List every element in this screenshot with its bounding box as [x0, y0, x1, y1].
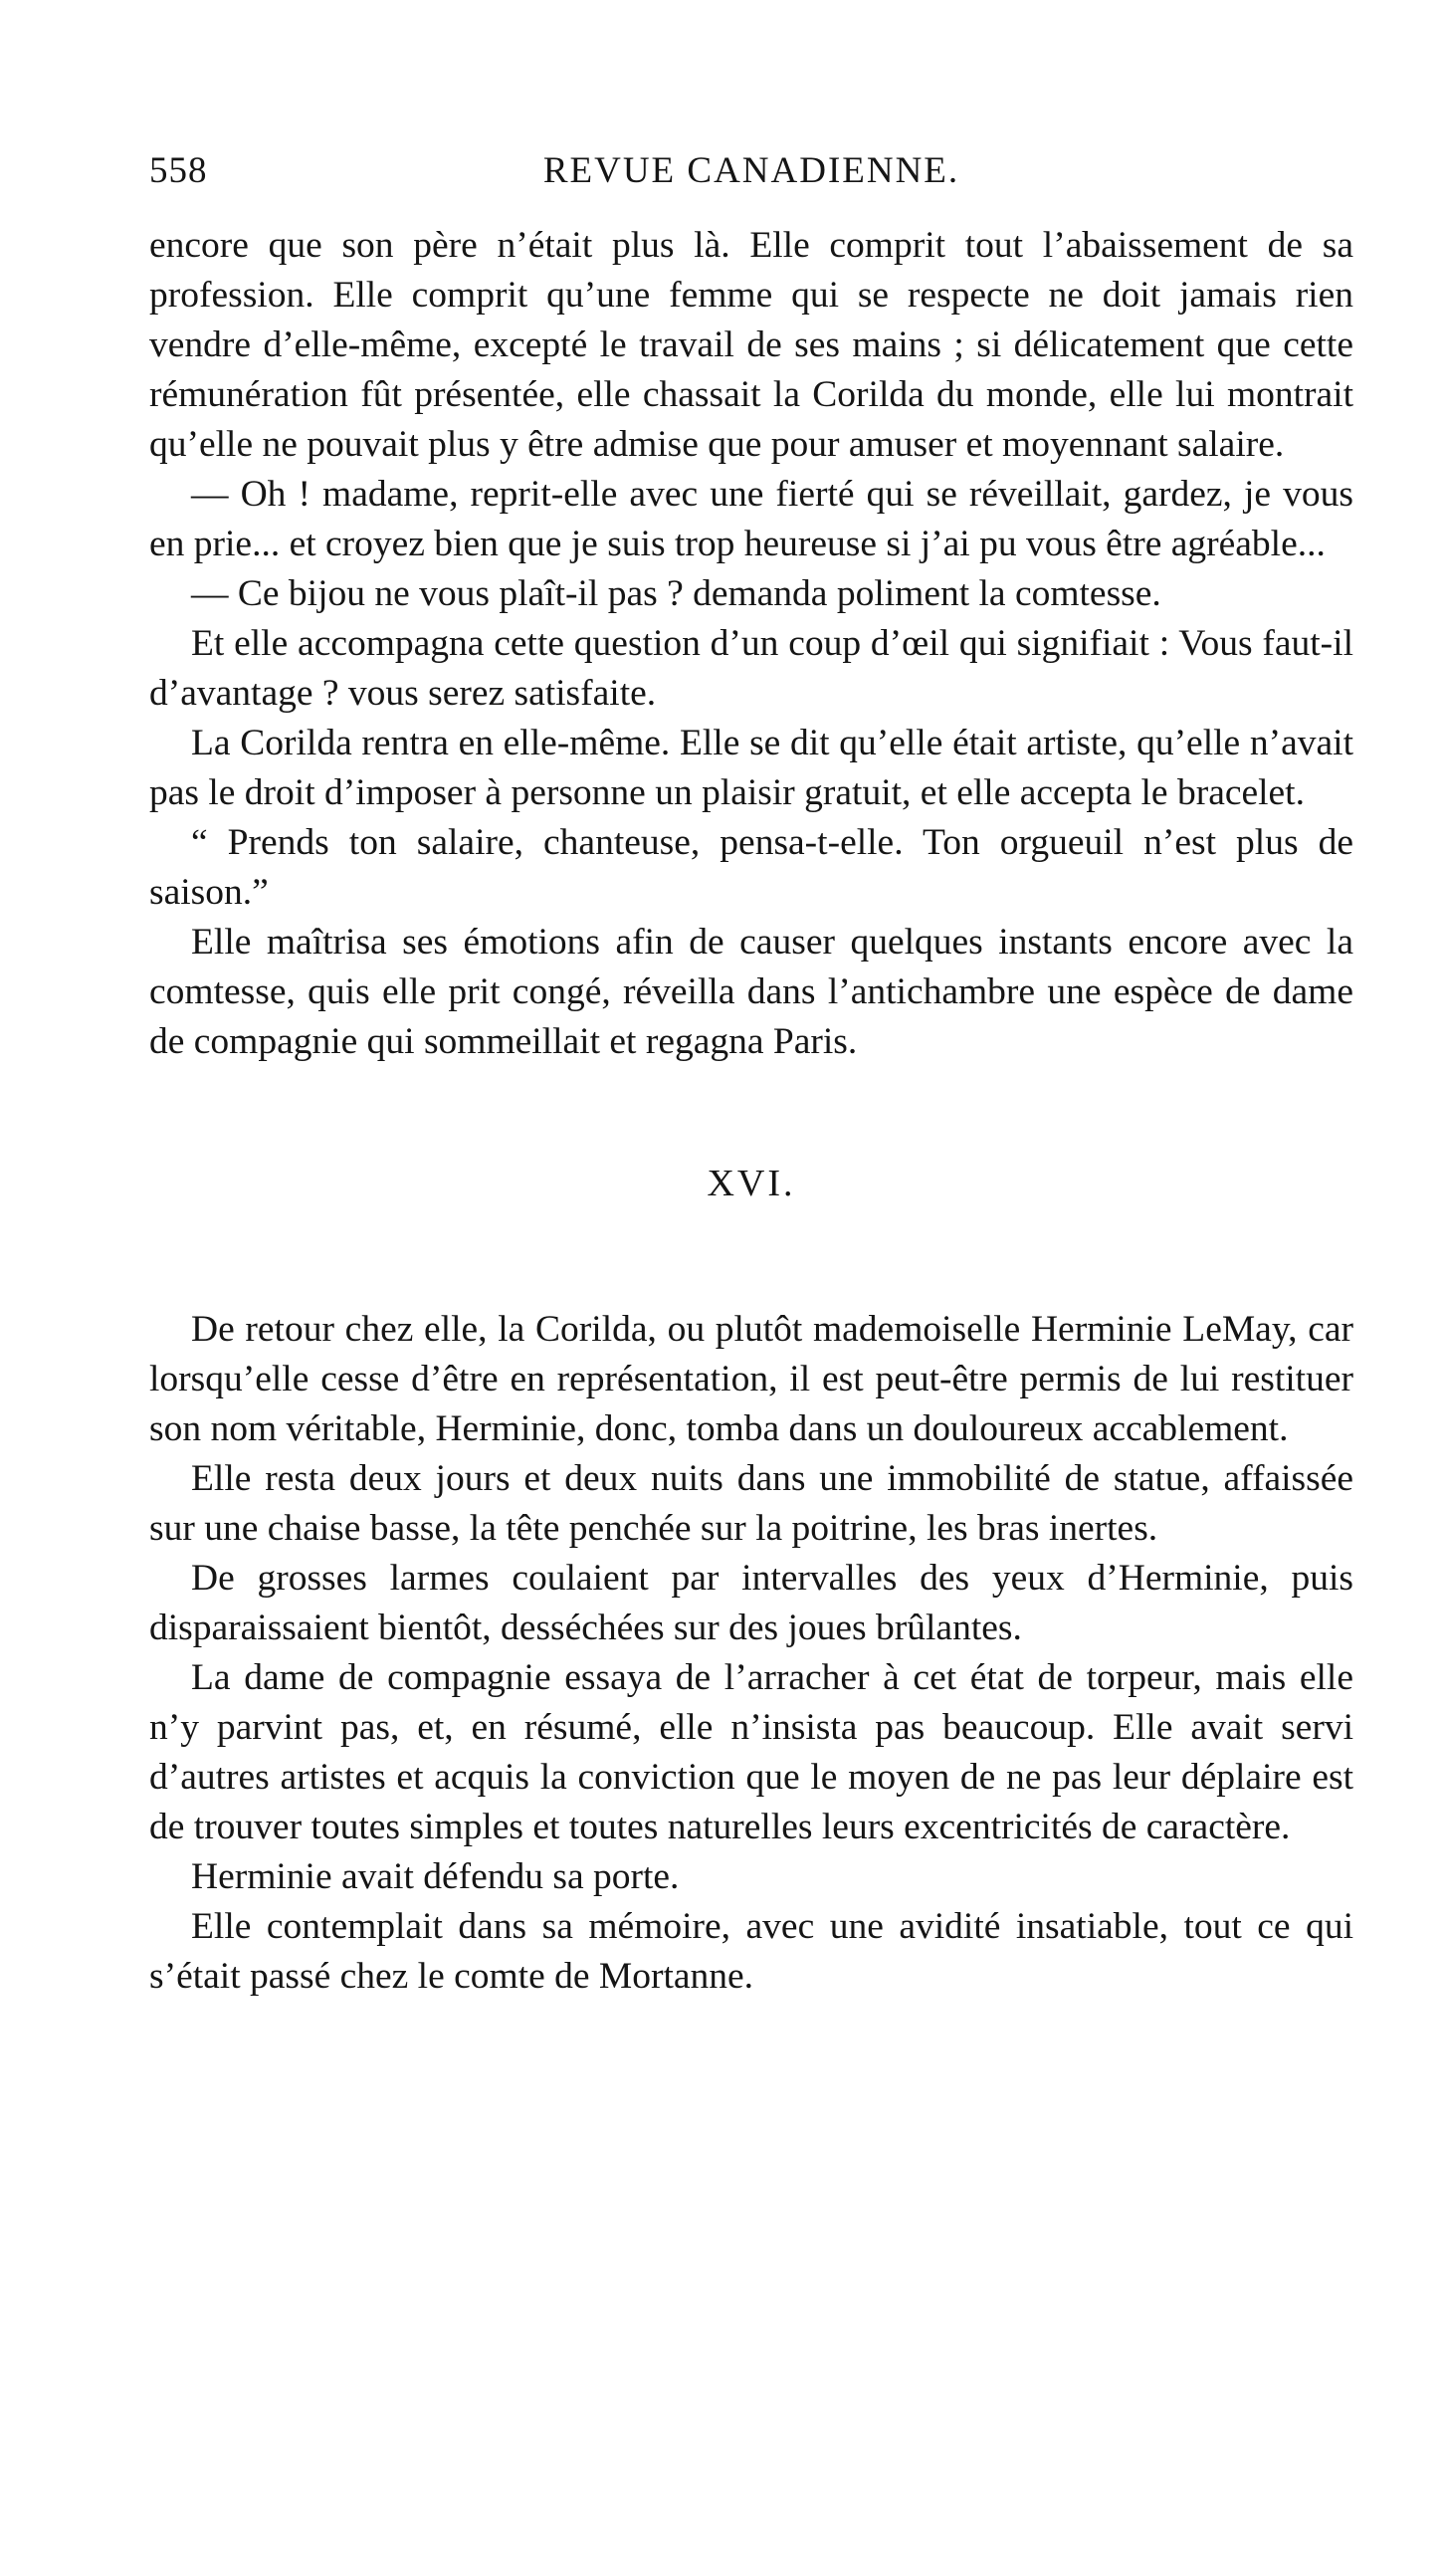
paragraph: Elle resta deux jours et deux nuits dans une immobilité de statue, affaissée sur une chaise basse, la tête penchée sur la poitrine, les bras inertes.	[149, 1458, 1353, 1549]
chapter-heading: XVI.	[707, 1163, 796, 1204]
text-block-after-chapter	[149, 1305, 1353, 2002]
paragraph: — Oh ! madame, reprit-elle avec une fierté qui se réveillait, gardez, je vous en prie... et croyez bien que je suis trop heureuse si j’ai pu vous être agréable...	[149, 474, 1353, 564]
paragraph: — Ce bijou ne vous plaît-il pas ? demanda poliment la comtesse.	[191, 573, 1161, 614]
paragraph: Herminie avait défendu sa porte.	[191, 1856, 680, 1897]
page-number: 558	[149, 150, 208, 191]
paragraph: La Corilda rentra en elle-même. Elle se dit qu’elle était artiste, qu’elle n’avait pas le droit d’imposer à personne un plaisir gratuit, et elle accepta le bracelet.	[149, 723, 1353, 813]
paragraph: La dame de compagnie essaya de l’arracher à cet état de torpeur, mais elle n’y parvint pas, et, en résumé, elle n’insista pas beaucoup. Elle avait servi d’autres artistes et acquis la conviction que le moyen de ne pas leur déplaire est de trouver toutes simples et toutes naturelles leurs excentricités de caractère.	[149, 1657, 1353, 1847]
paragraph: De retour chez elle, la Corilda, ou plutôt mademoiselle Herminie LeMay, car lorsqu’elle cesse d’être en représentation, il est peut-être permis de lui restituer son nom véritable, Herminie, donc, tomba dans un douloureux accablement.	[149, 1309, 1353, 1449]
paragraph: Elle contemplait dans sa mémoire, avec une avidité insatiable, tout ce qui s’était passé chez le comte de Mortanne.	[149, 1906, 1353, 1997]
text-block-before-chapter	[149, 221, 1353, 1067]
running-head	[149, 139, 1353, 199]
paragraph: Elle maîtrisa ses émotions afin de causer quelques instants encore avec la comtesse, quis elle prit congé, réveilla dans l’antichambre une espèce de dame de compagnie qui sommeillait et regagna Paris.	[149, 922, 1353, 1062]
paragraph: encore que son père n’était plus là. Elle comprit tout l’abaissement de sa profession. Elle comprit qu’une femme qui se respecte ne doit jamais rien vendre d’elle-même, excepté le travail de ses mains ; si délicatement que cette rémunération fût présentée, elle chassait la Corilda du monde, elle lui montrait qu’elle ne pouvait plus y être admise que pour amuser et moyennant salaire.	[149, 225, 1353, 465]
paragraph: Et elle accompagna cette question d’un coup d’œil qui signifiait : Vous faut-il d’avantage ? vous serez satisfaite.	[149, 623, 1353, 714]
journal-title: REVUE CANADIENNE.	[542, 150, 960, 191]
paragraph: De grosses larmes coulaient par intervalles des yeux d’Herminie, puis disparaissaient bientôt, desséchées sur des joues brûlantes.	[149, 1558, 1353, 1648]
book-page	[149, 139, 1353, 2002]
paragraph: “ Prends ton salaire, chanteuse, pensa-t-elle. Ton orgueuil n’est plus de saison.”	[149, 822, 1353, 913]
